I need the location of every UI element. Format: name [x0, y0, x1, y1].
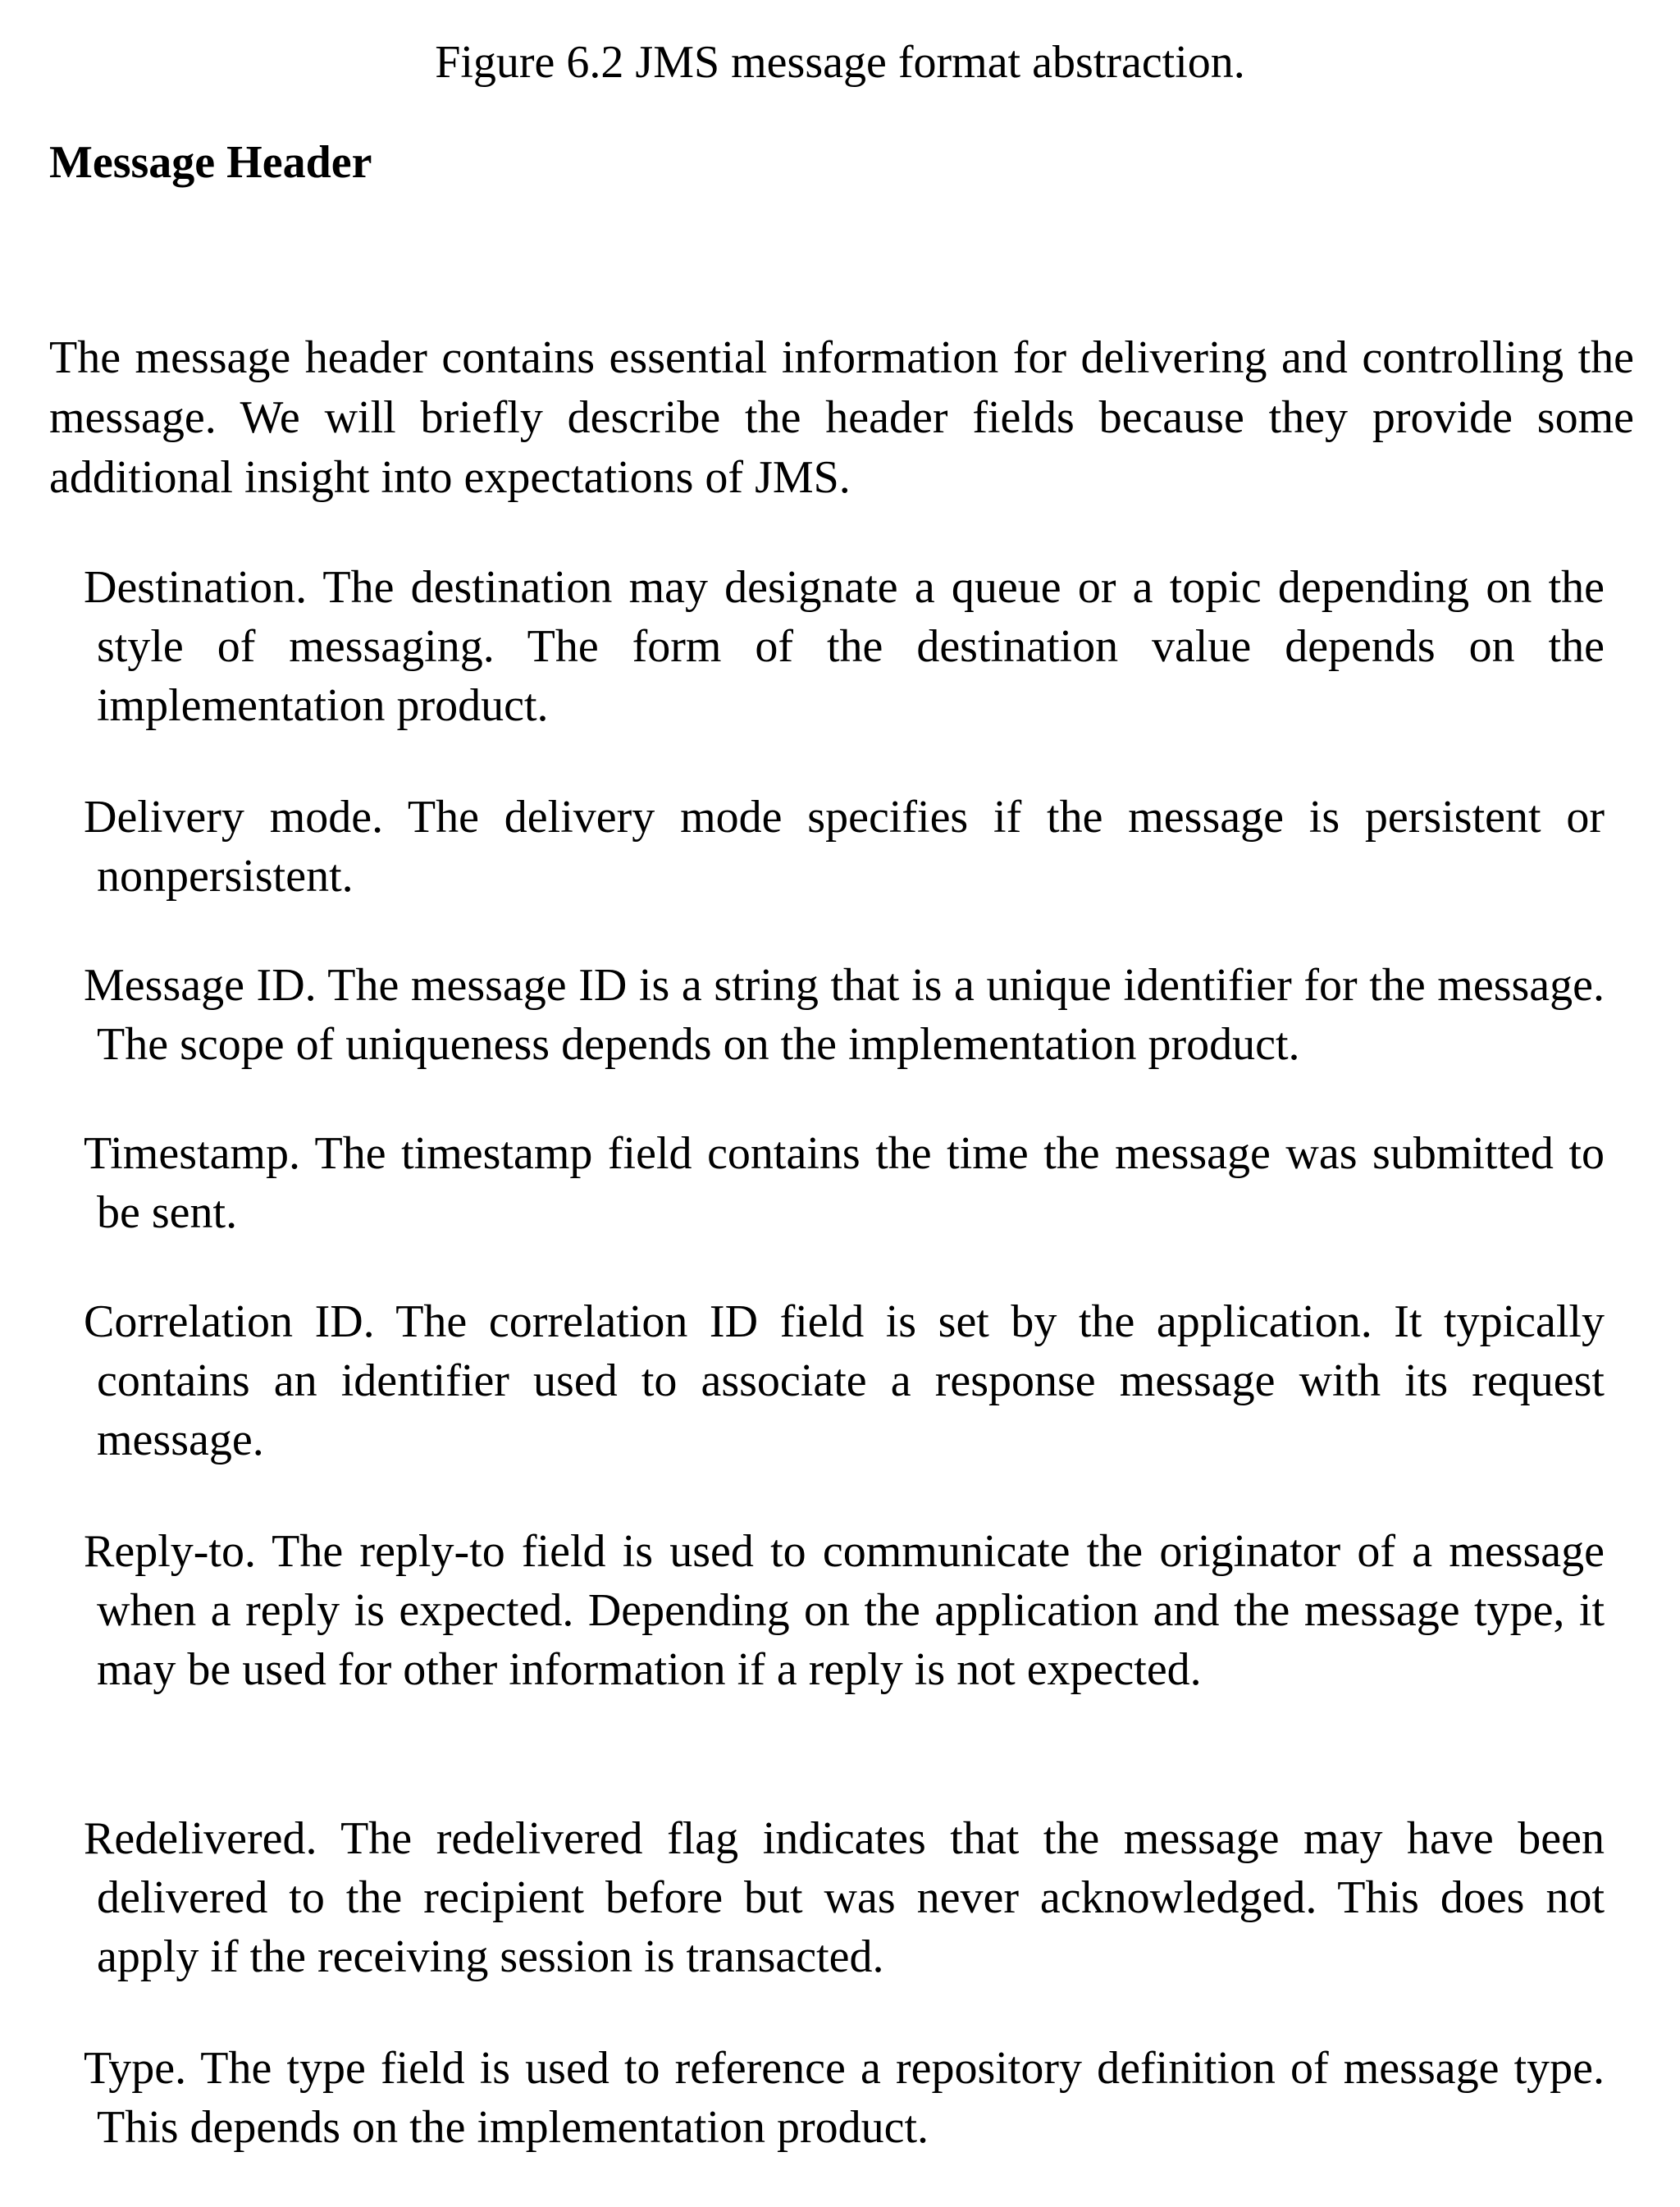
intro-paragraph: The message header contains essential information for delivering and controlling the message. We will briefly describe the header fields because they provide some additional insight into expectations of JMS.	[49, 332, 1634, 503]
header-field-reply-to: Reply-to. The reply-to field is used to communicate the originator of a message when a reply is expected. Depending on the application and the message type, it may be used for other information if a reply is not expected.	[84, 1526, 1605, 1695]
figure-caption: Figure 6.2 JMS message format abstraction.	[435, 37, 1245, 88]
header-field-redelivered: Redelivered. The redelivered flag indicates that the message may have been delivered to the recipient before but was never acknowledged. This does not apply if the receiving session is transacted.	[84, 1813, 1605, 1982]
header-field-destination: Destination. The destination may designate a queue or a topic depending on the style of messaging. The form of the destination value depends on the implementation product.	[84, 562, 1605, 731]
header-field-delivery-mode: Delivery mode. The delivery mode specifies if the message is persistent or nonpersistent.	[84, 792, 1605, 902]
header-field-correlation-id: Correlation ID. The correlation ID field is set by the application. It typically contains an identifier used to associate a response message with its request message.	[84, 1296, 1605, 1465]
section-heading: Message Header	[49, 137, 372, 188]
header-field-timestamp: Timestamp. The timestamp field contains the time the message was submitted to be sent.	[84, 1128, 1605, 1238]
header-field-message-id: Message ID. The message ID is a string that is a unique identifier for the message. The scope of uniqueness depends on the implementation product.	[84, 960, 1605, 1070]
header-field-type: Type. The type field is used to reference a repository definition of message type. This depends on the implementation product.	[84, 2043, 1605, 2153]
